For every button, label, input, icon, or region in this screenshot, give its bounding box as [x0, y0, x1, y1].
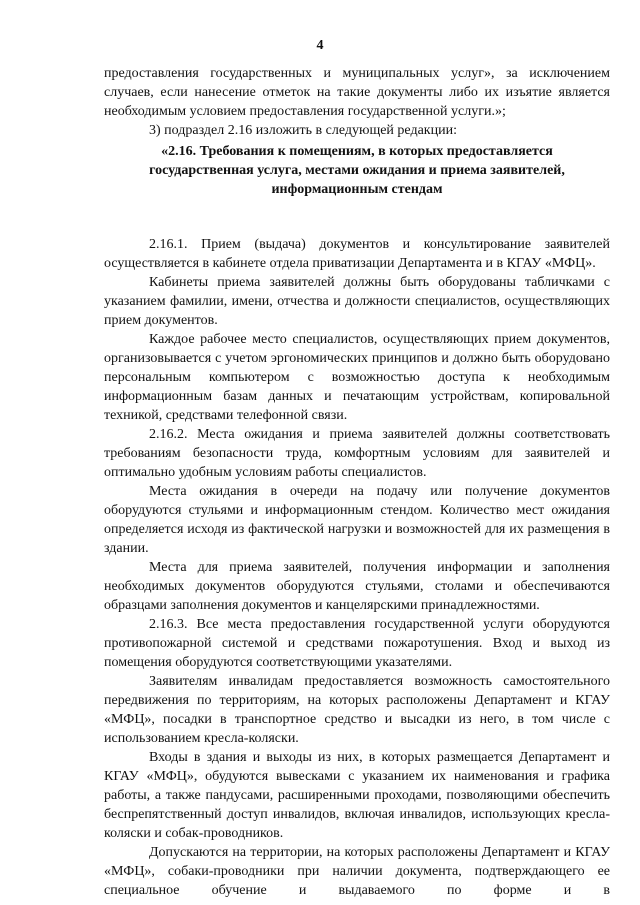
section-heading-line-1: «2.16. Требования к помещениям, в которых предоставляется: [161, 144, 553, 159]
section-heading-line-3: информационным стендам: [271, 182, 443, 197]
paragraph-2-16-3: 2.16.3. Все места предоставления государственной услуги оборудуются противопожарной системой и средствами пожаротушения. Вход и выход из помещения оборудуются соответствующими указателями.: [104, 617, 610, 670]
paragraph-2-16-1: 2.16.1. Прием (выдача) документов и консультирование заявителей осуществляется в кабинете отдела приватизации Департамента и в КГАУ «МФЦ».: [104, 237, 610, 271]
paragraph-waiting-places: Места ожидания в очереди на подачу или получение документов оборудуются стульями и информационным стендом. Количество мест ожидания определяется исходя из фактической нагрузки и возможностей для их размещения в здании.: [104, 484, 610, 556]
intro-continuation-paragraph: предоставления государственных и муниципальных услуг», за исключением случаев, если нанесение отметок на такие документы либо их изъятие является необходимым условием предоставления государственной услуги.»;: [104, 66, 610, 119]
section-heading: [104, 142, 610, 199]
section-heading-line-2: государственная услуга, местами ожидания и приема заявителей,: [149, 163, 565, 178]
document-body: [104, 64, 610, 900]
paragraph-2-16-2: 2.16.2. Места ожидания и приема заявителей должны соответствовать требованиям безопасности труда, комфортным условиям для заявителей и оптимально удобным условиям работы специалистов.: [104, 427, 610, 480]
paragraph-entrances: Входы в здания и выходы из них, в которых размещается Департамент и КГАУ «МФЦ», обудуются вывесками с указанием их наименования и графика работы, а также пандусами, расширенными проходами, позволяющими обеспечить беспрепятственный доступ инвалидов, включая инвалидов, использующих кресла-коляски и собак-проводников.: [104, 750, 610, 841]
paragraph-disabled-access: Заявителям инвалидам предоставляется возможность самостоятельного передвижения по территориям, на которых расположены Департамент и КГАУ «МФЦ», посадки в транспортное средство и высадки из него, в том числе с использованием кресла-коляски.: [104, 674, 610, 746]
spacer: [104, 199, 610, 235]
page-number: 4: [316, 38, 324, 53]
amendment-paragraph: 3) подраздел 2.16 изложить в следующей редакции:: [149, 123, 457, 138]
paragraph-office-signs: Кабинеты приема заявителей должны быть оборудованы табличками с указанием фамилии, имени, отчества и должности специалистов, осуществляющих прием документов.: [104, 275, 610, 328]
paragraph-guide-dogs: Допускаются на территории, на которых расположены Департамент и КГАУ «МФЦ», собаки-проводники при наличии документа, подтверждающего ее специальное обучение и выдаваемого по форме и в: [104, 845, 610, 898]
paragraph-reception-places: Места для приема заявителей, получения информации и заполнения необходимых документов оборудуются стульями, столами и обеспечиваются образцами заполнения документов и канцелярскими принадлежностями.: [104, 560, 610, 613]
paragraph-workplace: Каждое рабочее место специалистов, осуществляющих прием документов, организовывается с учетом эргономических принципов и должно быть оборудовано персональным компьютером с возможностью доступа к необходимым информационным базам данных и печатающим устройствам, копировальной техникой, средствами телефонной связи.: [104, 332, 610, 423]
